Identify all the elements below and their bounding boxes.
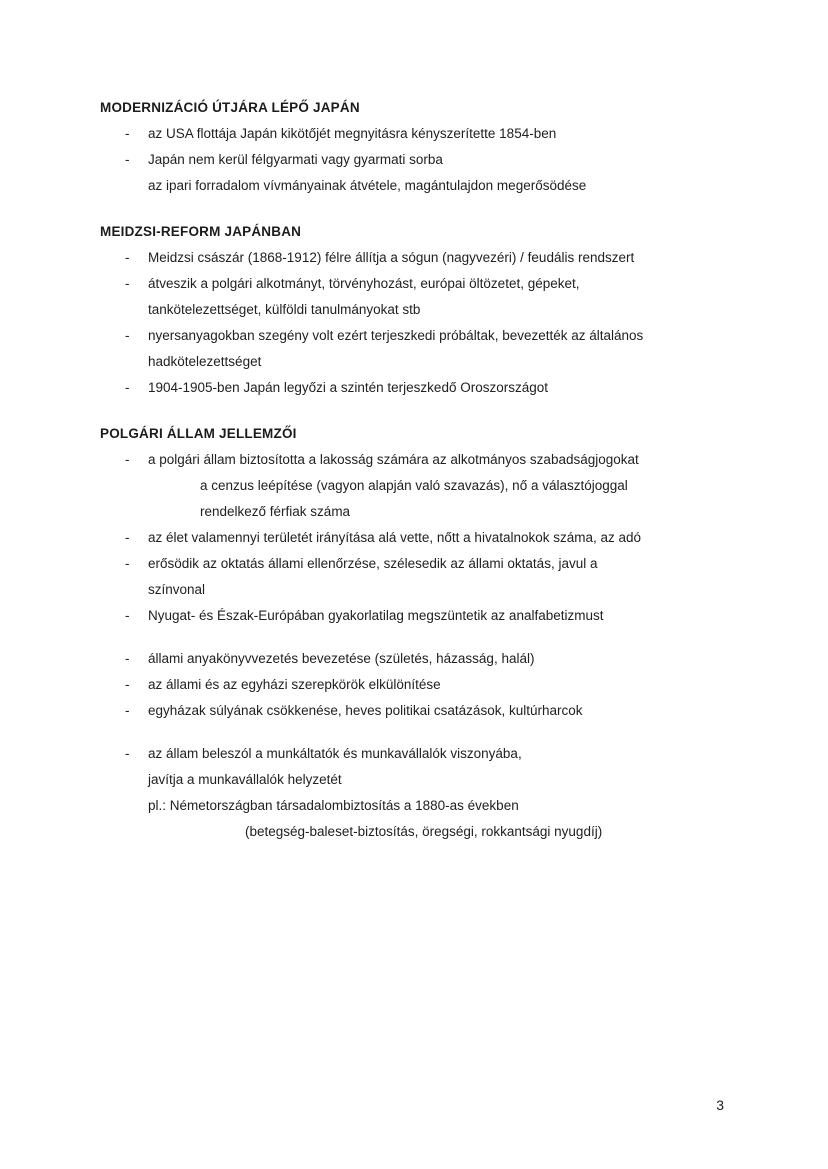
section-heading: MODERNIZÁCIÓ ÚTJÁRA LÉPŐ JAPÁN	[100, 100, 360, 115]
line-text: tankötelezettséget, külföldi tanulmányokat stb	[148, 302, 421, 317]
list-item	[100, 271, 738, 323]
bullet-dash: -	[125, 703, 130, 718]
line-text: rendelkező férfiak száma	[200, 504, 351, 519]
list-line	[100, 793, 738, 819]
list-item	[100, 375, 738, 401]
list-item	[100, 525, 738, 551]
list-line	[100, 672, 738, 698]
line-text: hadkötelezettséget	[148, 354, 262, 369]
list-item	[100, 603, 738, 629]
line-text: az állam beleszól a munkáltatók és munkavállalók viszonyába,	[148, 746, 522, 761]
list-line	[100, 121, 738, 147]
list-item	[100, 672, 738, 698]
list-line	[100, 245, 738, 271]
section	[100, 219, 738, 401]
line-text: átveszik a polgári alkotmányt, törvényhozást, európai öltözetet, gépeket,	[148, 276, 580, 291]
list-line	[100, 447, 738, 473]
section-heading: MEIDZSI-REFORM JAPÁNBAN	[100, 224, 302, 239]
list-item	[100, 551, 738, 603]
list-line	[100, 819, 738, 845]
list-line	[100, 525, 738, 551]
bullet-dash: -	[125, 556, 130, 571]
list-line	[100, 603, 738, 629]
bullet-dash: -	[125, 250, 130, 265]
bullet-dash: -	[125, 746, 130, 761]
line-text: egyházak súlyának csökkenése, heves politikai csatázások, kultúrharcok	[148, 703, 583, 718]
section-heading: POLGÁRI ÁLLAM JELLEMZŐI	[100, 426, 297, 441]
list-line	[100, 297, 738, 323]
line-text: (betegség-baleset-biztosítás, öregségi, rokkantsági nyugdíj)	[245, 824, 603, 839]
list-line	[100, 473, 738, 499]
list-item	[100, 447, 738, 525]
bullet-dash: -	[125, 608, 130, 623]
list-line	[100, 349, 738, 375]
line-text: Nyugat- és Észak-Európában gyakorlatilag megszüntetik az analfabetizmust	[148, 608, 604, 623]
line-text: pl.: Németországban társadalombiztosítás a 1880-as években	[148, 798, 519, 813]
line-text: Japán nem kerül félgyarmati vagy gyarmati sorba	[148, 152, 443, 167]
list-line	[100, 271, 738, 297]
line-text: az állami és az egyházi szerepkörök elkülönítése	[148, 677, 441, 692]
list-line	[100, 323, 738, 349]
list-line	[100, 698, 738, 724]
bullet-dash: -	[125, 380, 130, 395]
line-text: erősödik az oktatás állami ellenőrzése, szélesedik az állami oktatás, javul a	[148, 556, 598, 571]
list-item	[100, 121, 738, 147]
list-line	[100, 646, 738, 672]
list-item	[100, 147, 738, 199]
bullet-dash: -	[125, 126, 130, 141]
list-line	[100, 551, 738, 577]
line-text: az élet valamennyi területét irányítása alá vette, nőtt a hivatalnokok száma, az adó	[148, 530, 642, 545]
bullet-dash: -	[125, 651, 130, 666]
line-text: a cenzus leépítése (vagyon alapján való szavazás), nő a választójoggal	[200, 478, 628, 493]
line-text: színvonal	[148, 582, 206, 597]
line-text: nyersanyagokban szegény volt ezért terjeszkedi próbáltak, bevezették az általános	[148, 328, 644, 343]
list-line	[100, 147, 738, 173]
bullet-dash: -	[125, 452, 130, 467]
line-text: állami anyakönyvvezetés bevezetése (születés, házasság, halál)	[148, 651, 535, 666]
list-line	[100, 173, 738, 199]
list-line	[100, 577, 738, 603]
line-text: a polgári állam biztosította a lakosság számára az alkotmányos szabadságjogokat	[148, 452, 639, 467]
list-line	[100, 741, 738, 767]
content	[100, 95, 738, 865]
line-text: 1904-1905-ben Japán legyőzi a szintén terjeszkedő Oroszországot	[148, 380, 548, 395]
list-item	[100, 646, 738, 672]
bullet-dash: -	[125, 328, 130, 343]
bullet-dash: -	[125, 530, 130, 545]
page-number: 3	[716, 1097, 724, 1113]
bullet-dash: -	[125, 152, 130, 167]
line-text: az ipari forradalom vívmányainak átvétele, magántulajdon megerősödése	[148, 178, 587, 193]
list-line	[100, 499, 738, 525]
list-line	[100, 375, 738, 401]
section	[100, 95, 738, 199]
line-text: Meidzsi császár (1868-1912) félre állítja a sógun (nagyvezéri) / feudális rendszert	[148, 250, 635, 265]
list-line	[100, 767, 738, 793]
list-item	[100, 741, 738, 845]
bullet-dash: -	[125, 677, 130, 692]
list-item	[100, 698, 738, 724]
line-text: javítja a munkavállalók helyzetét	[148, 772, 342, 787]
bullet-dash: -	[125, 276, 130, 291]
section	[100, 421, 738, 845]
list-item	[100, 323, 738, 375]
line-text: az USA flottája Japán kikötőjét megnyitásra kényszerítette 1854-ben	[148, 126, 557, 141]
list-item	[100, 245, 738, 271]
